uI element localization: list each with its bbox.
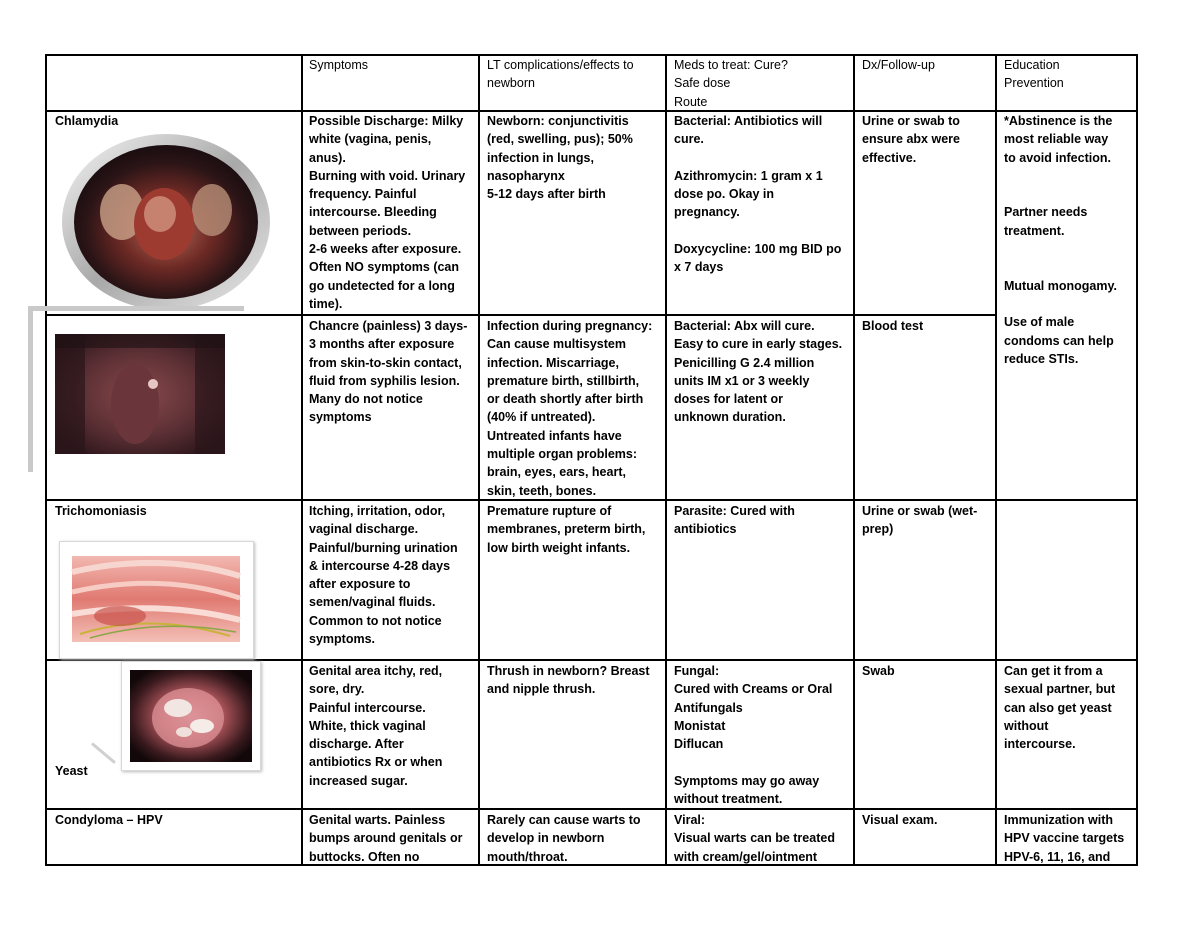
trichomoniasis-dx: Urine or swab (wet- prep) — [862, 504, 978, 537]
column-divider — [301, 54, 303, 866]
chlamydia-meds: Bacterial: Antibiotics will cure. Azithromycin: 1 gram x 1 dose po. Okay in pregnancy. Doxycycline: 100 mg BID po x 7 days — [674, 114, 842, 275]
trichomoniasis-photo — [59, 541, 254, 659]
syphilis-photo — [55, 334, 225, 454]
trichomoniasis-image — [60, 542, 253, 658]
header-symptoms: Symptoms — [309, 58, 369, 72]
trichomoniasis-complications: Premature rupture of membranes, preterm birth, low birth weight infants. — [487, 504, 646, 555]
column-divider — [995, 54, 997, 866]
chlamydia-complications: Newborn: conjunctivitis (red, swelling, pus); 50% infection in lungs, nasopharynx 5-12 days after birth — [487, 114, 633, 202]
table-border-left — [45, 54, 47, 866]
row-divider — [45, 808, 1137, 810]
syphilis-meds: Bacterial: Abx will cure. Easy to cure in early stages. Penicilling G 2.4 million units IM x1 or 3 weekly doses for latent or unknown duration. — [674, 319, 843, 425]
row-label-chlamydia: Chlamydia — [55, 114, 119, 128]
row-label-trichomoniasis: Trichomoniasis — [55, 504, 147, 518]
yeast-complications: Thrush in newborn? Breast and nipple thrush. — [487, 664, 650, 697]
syphilis-dx: Blood test — [862, 319, 924, 333]
condyloma-dx: Visual exam. — [862, 813, 938, 827]
syphilis-symptoms: Chancre (painless) 3 days- 3 months after exposure from skin-to-skin contact, fluid from syphilis lesion. Many do not notice symptoms — [309, 319, 468, 425]
chlamydia-photo — [60, 132, 272, 312]
prevention-education: *Abstinence is the most reliable way to avoid infection. Partner needs treatment. Mutual monogamy. Use of male condoms can help reduce STIs. — [1004, 114, 1117, 366]
yeast-dx: Swab — [862, 664, 895, 678]
yeast-symptoms: Genital area itchy, red, sore, dry. Painful intercourse. White, thick vaginal discharge. After antibiotics Rx or when increased sugar. — [309, 664, 443, 788]
yeast-photo — [121, 661, 261, 771]
condyloma-complications: Rarely can cause warts to develop in newborn mouth/throat. — [487, 813, 641, 864]
syphilis-complications: Infection during pregnancy: Can cause multisystem infection. Miscarriage, premature birth, stillbirth, or death shortly after birth (40% if untreated). Untreated infants have multiple organ problems: brain, eyes, ears, heart, skin, teeth, bones. — [487, 319, 653, 498]
header-complications: LT complications/effects to newborn — [487, 58, 634, 91]
yeast-image — [122, 662, 260, 770]
column-divider — [853, 54, 855, 866]
condyloma-education: Immunization with HPV vaccine targets HPV-6, 11, 16, and — [1004, 813, 1125, 864]
header-education: Education Prevention — [1004, 58, 1064, 91]
trichomoniasis-symptoms: Itching, irritation, odor, vaginal discharge. Painful/burning urination & intercourse 4-28 days after exposure to semen/vaginal fluids. Common to not notice symptoms. — [309, 504, 458, 647]
table-border-right — [1136, 54, 1138, 866]
chlamydia-image — [60, 132, 272, 312]
header-dx: Dx/Follow-up — [862, 58, 935, 72]
yeast-meds: Fungal: Cured with Creams or Oral Antifungals Monistat Diflucan Symptoms may go away without treatment. — [674, 664, 833, 807]
trichomoniasis-meds: Parasite: Cured with antibiotics — [674, 504, 795, 537]
row-label-yeast: Yeast — [55, 764, 88, 778]
syphilis-image — [55, 334, 225, 454]
condyloma-symptoms: Genital warts. Painless bumps around genitals or buttocks. Often no — [309, 813, 463, 864]
column-divider — [478, 54, 480, 866]
condyloma-meds: Viral: Visual warts can be treated with cream/gel/ointment — [674, 813, 835, 864]
image-frame-bracket-left — [28, 306, 33, 472]
chlamydia-dx: Urine or swab to ensure abx were effective. — [862, 114, 960, 165]
column-divider — [665, 54, 667, 866]
image-frame-bracket-top — [28, 306, 244, 311]
image-frame-bracket-yeast — [91, 742, 116, 764]
header-meds: Meds to treat: Cure? Safe dose Route — [674, 58, 788, 109]
row-label-condyloma: Condyloma – HPV — [55, 813, 163, 827]
chlamydia-symptoms: Possible Discharge: Milky white (vagina, penis, anus). Burning with void. Urinary frequency. Painful intercourse. Bleeding between periods. 2-6 weeks after exposure. Often NO symptoms (can go undetected for a long time). — [309, 114, 466, 311]
yeast-education: Can get it from a sexual partner, but can also get yeast without intercourse. — [1004, 664, 1116, 752]
